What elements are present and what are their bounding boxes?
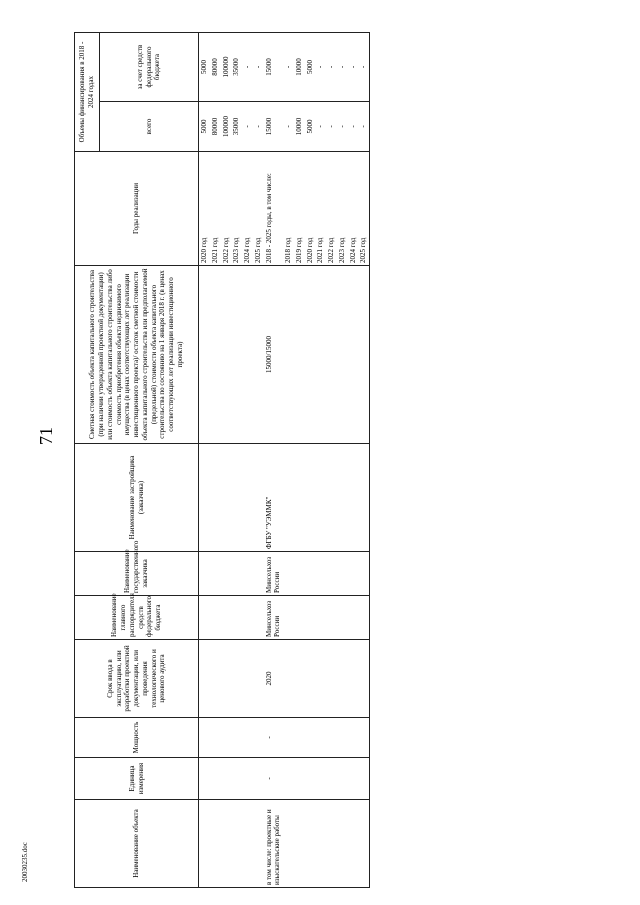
- grbs-cell: Минсельхоз России: [264, 596, 284, 640]
- federal-cell: -: [337, 33, 348, 102]
- header-federal: за счет средств федерального бюджета: [100, 33, 199, 102]
- table-row: [305, 33, 316, 888]
- federal-cell: -: [242, 33, 253, 102]
- object-name-cell: в том числе: проектные и изыскательские работы: [264, 800, 284, 888]
- year-cell: 2023 год: [231, 152, 242, 266]
- year-cell: 2021 год: [210, 152, 221, 266]
- header-funding: Объемы финансирования в 2018 - 2024 годах: [75, 33, 100, 152]
- total-cell: -: [348, 102, 359, 152]
- total-cell: -: [315, 102, 326, 152]
- table-row: [315, 33, 326, 888]
- total-cell: 5000: [199, 102, 210, 152]
- federal-cell: 15000: [264, 33, 284, 102]
- federal-cell: -: [283, 33, 294, 102]
- estimate-cell: 15000/15000: [264, 266, 284, 444]
- federal-cell: 80000: [210, 33, 221, 102]
- total-cell: -: [253, 102, 264, 152]
- header-estimate: Сметная стоимость объекта капитального строительства (при наличии утвержденной проектной документации) или стоимость объекта капитального строительства либо стоимость приобретения объекта недвижимого имущества (в ценах соответствующих лет реализации инвестиционного проекта)/ остаток сметной стоимости объекта капитального строительства или предполагаемой (предельной) стоимости объекта капитального строительства по состоянию на 1 января 2018 г. (в ценах соответствующих лет реализации инвестиционного проекта): [75, 266, 199, 444]
- table-inner: [74, 33, 628, 888]
- table-row: [326, 33, 337, 888]
- table-row: [283, 33, 294, 888]
- customer-cell: Минсельхоз России: [264, 552, 284, 596]
- table-row: [221, 33, 232, 888]
- total-cell: 80000: [210, 102, 221, 152]
- year-cell: 2019 год: [294, 152, 305, 266]
- federal-cell: 5000: [305, 33, 316, 102]
- total-cell: -: [242, 102, 253, 152]
- table-row: [337, 33, 348, 888]
- table-row: [210, 33, 221, 888]
- year-cell: 2022 год: [326, 152, 337, 266]
- header-grbs: Наименование главного распорядителя средств федерального бюджета: [75, 596, 199, 640]
- year-cell: 2020 год: [305, 152, 316, 266]
- header-developer: Наименование застройщика (заказчика): [75, 444, 199, 552]
- header-unit: Единица измерения: [75, 758, 199, 800]
- table-row: [231, 33, 242, 888]
- capacity-cell: -: [264, 718, 284, 758]
- year-cell: 2021 год: [315, 152, 326, 266]
- year-cell: 2018 - 2025 годы, в том числе:: [264, 152, 284, 266]
- header-name: Наименование объекта: [75, 800, 199, 888]
- total-cell: 5000: [305, 102, 316, 152]
- federal-cell: 100000: [221, 33, 232, 102]
- federal-cell: -: [348, 33, 359, 102]
- total-cell: -: [358, 102, 369, 152]
- total-cell: -: [283, 102, 294, 152]
- table-row: [253, 33, 264, 888]
- year-cell: 2025 год: [358, 152, 369, 266]
- unit-cell: -: [264, 758, 284, 800]
- rotated-table-container: [74, 33, 628, 888]
- total-cell: 100000: [221, 102, 232, 152]
- total-cell: 35000: [231, 102, 242, 152]
- year-cell: 2022 год: [221, 152, 232, 266]
- federal-cell: -: [358, 33, 369, 102]
- year-cell: 2020 год: [199, 152, 210, 266]
- header-years: Годы реализации: [75, 152, 199, 266]
- federal-cell: 35000: [231, 33, 242, 102]
- header-total: всего: [100, 102, 199, 152]
- federal-cell: -: [326, 33, 337, 102]
- table-row: [264, 33, 284, 888]
- term-cell: 2020: [264, 640, 284, 718]
- table-row: [348, 33, 359, 888]
- header-row-1: [75, 33, 100, 888]
- header-capacity: Мощность: [75, 718, 199, 758]
- header-term: Срок ввода в эксплуатацию, или разработки проектной документации, или проведения технологического и ценового аудита: [75, 640, 199, 718]
- total-cell: -: [337, 102, 348, 152]
- federal-cell: -: [315, 33, 326, 102]
- header-customer: Наименование государственного заказчика: [75, 552, 199, 596]
- total-cell: 15000: [264, 102, 284, 152]
- table-row: [199, 33, 210, 888]
- table-row: [358, 33, 369, 888]
- year-cell: 2024 год: [348, 152, 359, 266]
- year-cell: 2018 год: [283, 152, 294, 266]
- developer-cell: ФГБУ "УЭММК": [264, 444, 284, 552]
- funding-table: [74, 32, 370, 888]
- total-cell: 10000: [294, 102, 305, 152]
- table-row: [242, 33, 253, 888]
- year-cell: 2023 год: [337, 152, 348, 266]
- page-number: 71: [36, 427, 56, 445]
- table-row: [294, 33, 305, 888]
- federal-cell: 5000: [199, 33, 210, 102]
- document-filename: 20030235.doc: [21, 842, 29, 882]
- federal-cell: 10000: [294, 33, 305, 102]
- year-cell: 2024 год: [242, 152, 253, 266]
- total-cell: -: [326, 102, 337, 152]
- year-cell: 2025 год: [253, 152, 264, 266]
- federal-cell: -: [253, 33, 264, 102]
